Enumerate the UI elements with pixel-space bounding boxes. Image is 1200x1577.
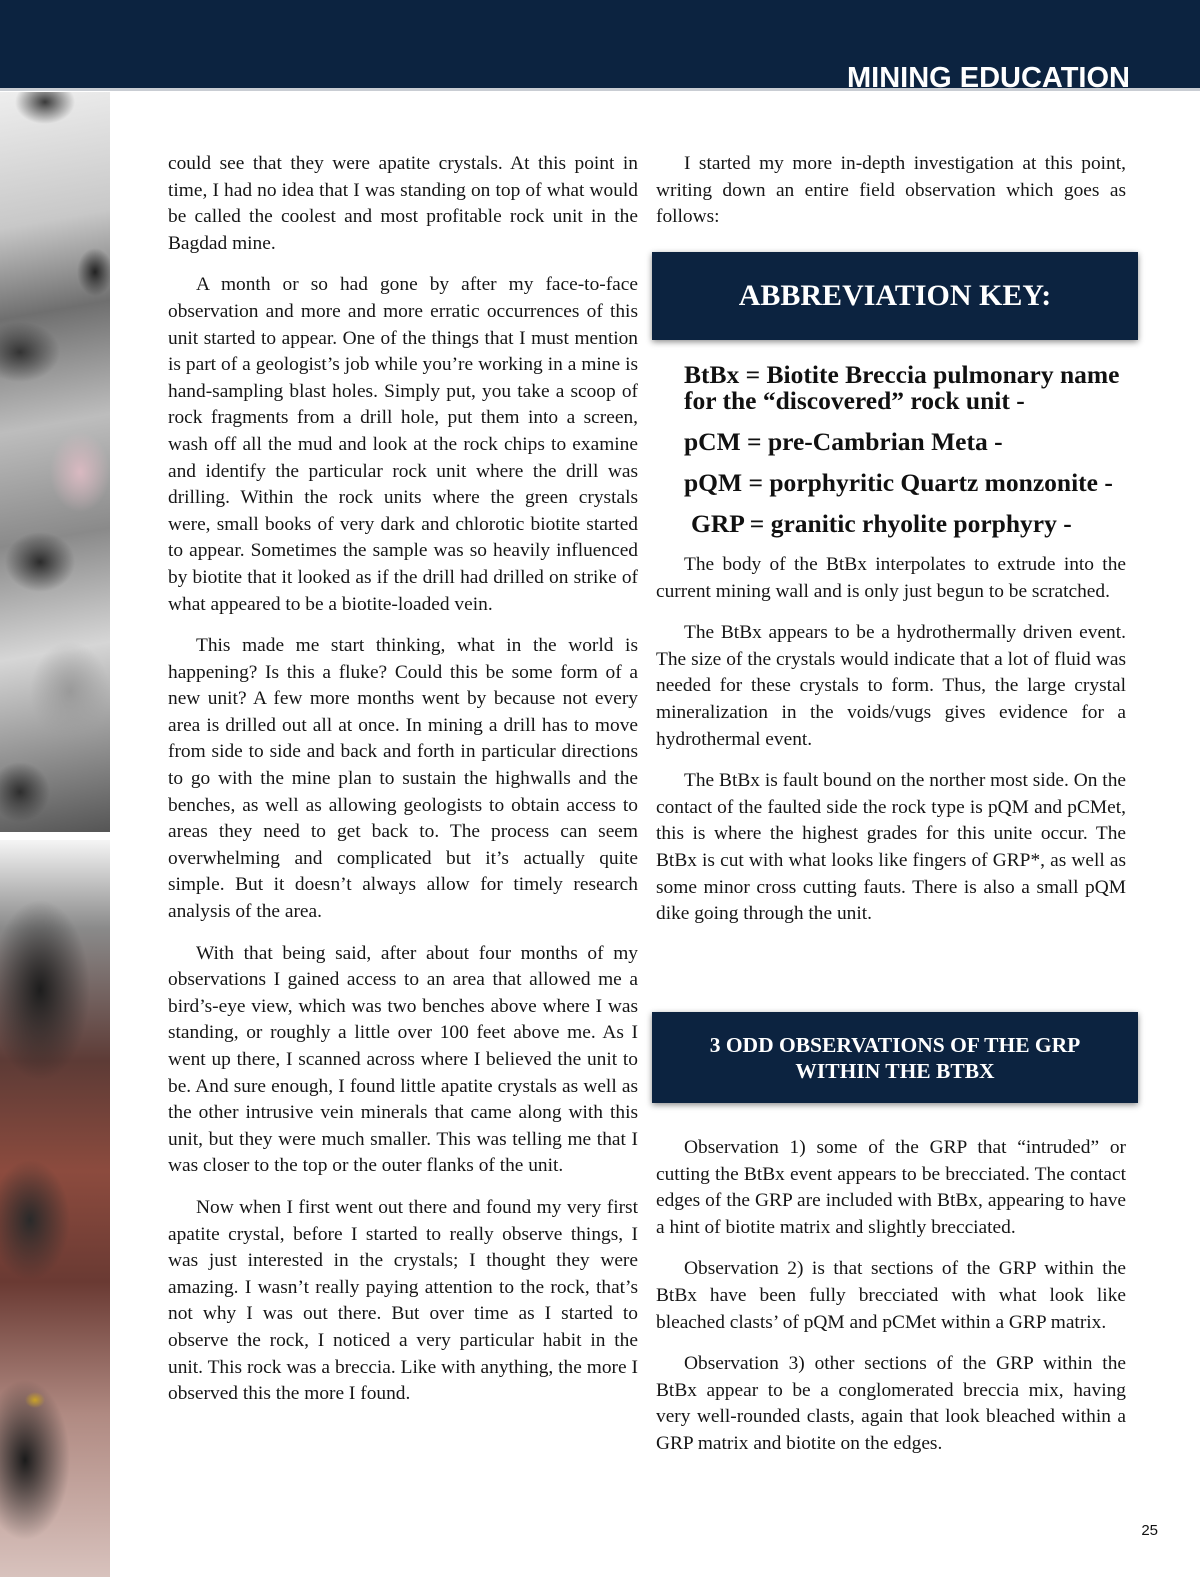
paragraph: Now when I first went out there and found my very first apatite crystal, before I started to really observe things, I was just interested in the crystals; I thought they were amazing. I wasn’t really paying attention to the rock, that’s not why I was out there. But over time as I started to observe the rock, I noticed a very particular habit in the unit. This rock was a breccia. Like with anything, the more I observed this the more I found. [168, 1196, 638, 1405]
observations-list [656, 1135, 1126, 1473]
observations-heading-line: 3 ODD OBSERVATIONS OF THE GRP [709, 1033, 1081, 1057]
observation-paragraph: Observation 3) other sections of the GRP within the BtBx appear to be a conglomerated breccia mix, having very well-rounded clasts, again that look bleached within a GRP matrix and biotite on the edges. [656, 1353, 1126, 1454]
observation-paragraph: Observation 1) some of the GRP that “intruded” or cutting the BtBx event appears to be brecciated. The contact edges of the GRP are included with BtBx, appearing to have a hint of biotite matrix and slightly brecciated. [656, 1137, 1126, 1238]
paragraph: With that being said, after about four months of my observations I gained access to an area that allowed me a bird’s-eye view, which was two benches above where I was standing, or roughly a little over 100 feet above me. As I went up there, I scanned across where I believed the unit to be. And sure enough, I found little apatite crystals as well as the other intrusive vein minerals that came along with this unit, but they were much smaller. This was telling me that I was closer to the top or the outer flanks of the unit. [168, 942, 638, 1177]
abbreviation-item: GRP = granitic rhyolite porphyry - [691, 509, 1072, 538]
abbreviation-item: for the “discovered” rock unit - [684, 386, 1025, 415]
page-number: 25 [1141, 1522, 1158, 1539]
observations-heading-line: WITHIN THE BTBX [795, 1059, 995, 1083]
rock-photo-top [0, 92, 110, 832]
right-column-intro [656, 151, 1126, 246]
photo-divider [0, 832, 110, 840]
paragraph: The BtBx is fault bound on the norther most side. On the contact of the faulted side the rock type is pQM and pCMet, this is where the highest grades for this unite occur. The BtBx is cut with what looks like fingers of GRP*, as well as some minor cross cutting fauts. There is also a small pQM dike going through the unit. [656, 770, 1126, 925]
observation-paragraph: Observation 2) is that sections of the GRP within the BtBx have been fully brecciated with what look like bleached clasts’ of pQM and pCMet within a GRP matrix. [656, 1258, 1126, 1333]
paragraph: The BtBx appears to be a hydrothermally driven event. The size of the crystals would indicate that a lot of fluid was needed for these crystals to form. Thus, the large crystal mineralization in the voids/vugs gives evidence for a hydrothermal event. [656, 622, 1126, 750]
paragraph: This made me start thinking, what in the world is happening? Is this a fluke? Could this be some form of a new unit? A few more months went by because not every area is drilled out all at once. In mining a drill has to move from side to side and back and forth in particular directions to go with the mine plan to sustain the highwalls and the benches, as well as allowing geologists to obtain access to areas they need to get back to. The process can seem overwhelming and complicated but it’s actually quite simple. But it doesn’t always allow for timely research analysis of the area. [168, 635, 638, 923]
rock-photo-bottom [0, 840, 110, 1577]
right-column-body [656, 552, 1126, 943]
paragraph: I started my more in-depth investigation at this point, writing down an entire field observation which goes as follows: [656, 153, 1126, 228]
paragraph: could see that they were apatite crystals. At this point in time, I had no idea that I was standing on top of what would be called the coolest and most profitable rock unit in the Bagdad mine. [168, 153, 638, 254]
observations-heading [652, 1012, 1138, 1103]
section-label: MINING EDUCATION [846, 62, 1130, 94]
abbreviation-key-heading: ABBREVIATION KEY: [652, 252, 1138, 340]
abbreviation-item: pQM = porphyritic Quartz monzonite - [684, 468, 1113, 497]
paragraph: A month or so had gone by after my face-to-face observation and more and more erratic occurrences of this unit started to appear. One of the things that I must mention is part of a geologist’s job while you’re working in a mine is hand-sampling blast holes. Simply put, you take a scoop of rock fragments from a drill hole, put them into a screen, wash off all the mud and look at the rock chips to examine and identify the particular rock unit where the drill was drilling. Within the rock units where the green crystals were, small books of very dark and chlorotic biotite started to appear. Sometimes the sample was so heavily influenced by biotite that it looked as if the drill had drilled on strike of what appeared to be a biotite-loaded vein. [168, 274, 638, 615]
abbreviation-item: BtBx = Biotite Breccia pulmonary name [684, 360, 1120, 389]
abbreviation-item: pCM = pre-Cambrian Meta - [684, 427, 1003, 456]
left-column [168, 151, 638, 1423]
paragraph: The body of the BtBx interpolates to extrude into the current mining wall and is only just begun to be scratched. [656, 554, 1126, 602]
